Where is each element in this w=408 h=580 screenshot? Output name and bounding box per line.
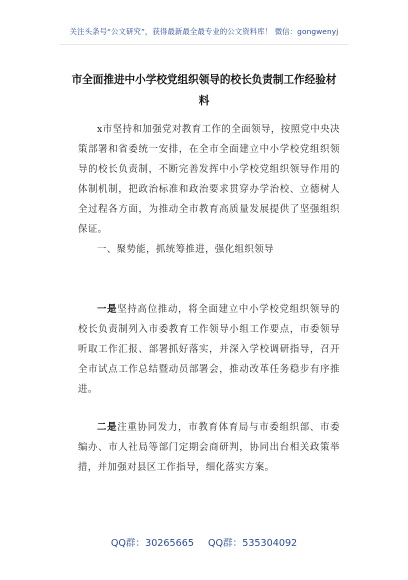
section-heading-text: 一、聚势能，抓统筹推进，强化组织领导 (97, 244, 274, 255)
point-two-text: 注重协同发力，市教育体育局与市委组织部、市委编办、市人社局等部门定期会商研判，协同出台相关政策举措，并加强对县区工作指导，细化落实方案。 (78, 422, 340, 473)
document-title (70, 70, 338, 112)
paragraph-point-two (78, 418, 340, 478)
point-one-text: 坚持高位推动，将全面建立中小学校党组织领导的校长负责制列入市委教育工作领导小组工作要点，市委领导听取工作汇报、部署抓好落实，并深入学校调研指导，召开全市试点工作总结暨动员部署会，推动改革任务稳步有序推进。 (78, 304, 340, 395)
footer-qq-group-2: QQ群：535304092 (207, 538, 298, 549)
header-note: 关注头条号“公文研究”，获得最新最全最专业的公文资料库！ 微信：gongwenyj (69, 27, 339, 36)
footer-contact (0, 535, 408, 549)
point-two-lead: 二是 (97, 422, 118, 433)
point-one-lead: 一是 (97, 304, 118, 315)
title-line-1: 市全面推进中小学校党组织领导的校长负责制工作经验材 (71, 74, 337, 86)
title-line-2: 料 (198, 95, 210, 107)
footer-qq-group-1: QQ群：30265665 (110, 538, 194, 549)
paragraph-point-one (78, 300, 340, 400)
paragraph-intro: x市坚持和加强党对教育工作的全面领导，按照党中央决策部署和省委统一安排，在全市全面建立中小学校党组织领导的校长负责制，不断完善发挥中小学校党组织领导作用的体制机制，把政治标准和政治要求贯穿办学治校、立德树人全过程各方面，为推动全市教育高质量发展提供了坚强组织保证。 (78, 124, 340, 235)
header-divider (60, 44, 348, 45)
section-heading (78, 240, 340, 260)
